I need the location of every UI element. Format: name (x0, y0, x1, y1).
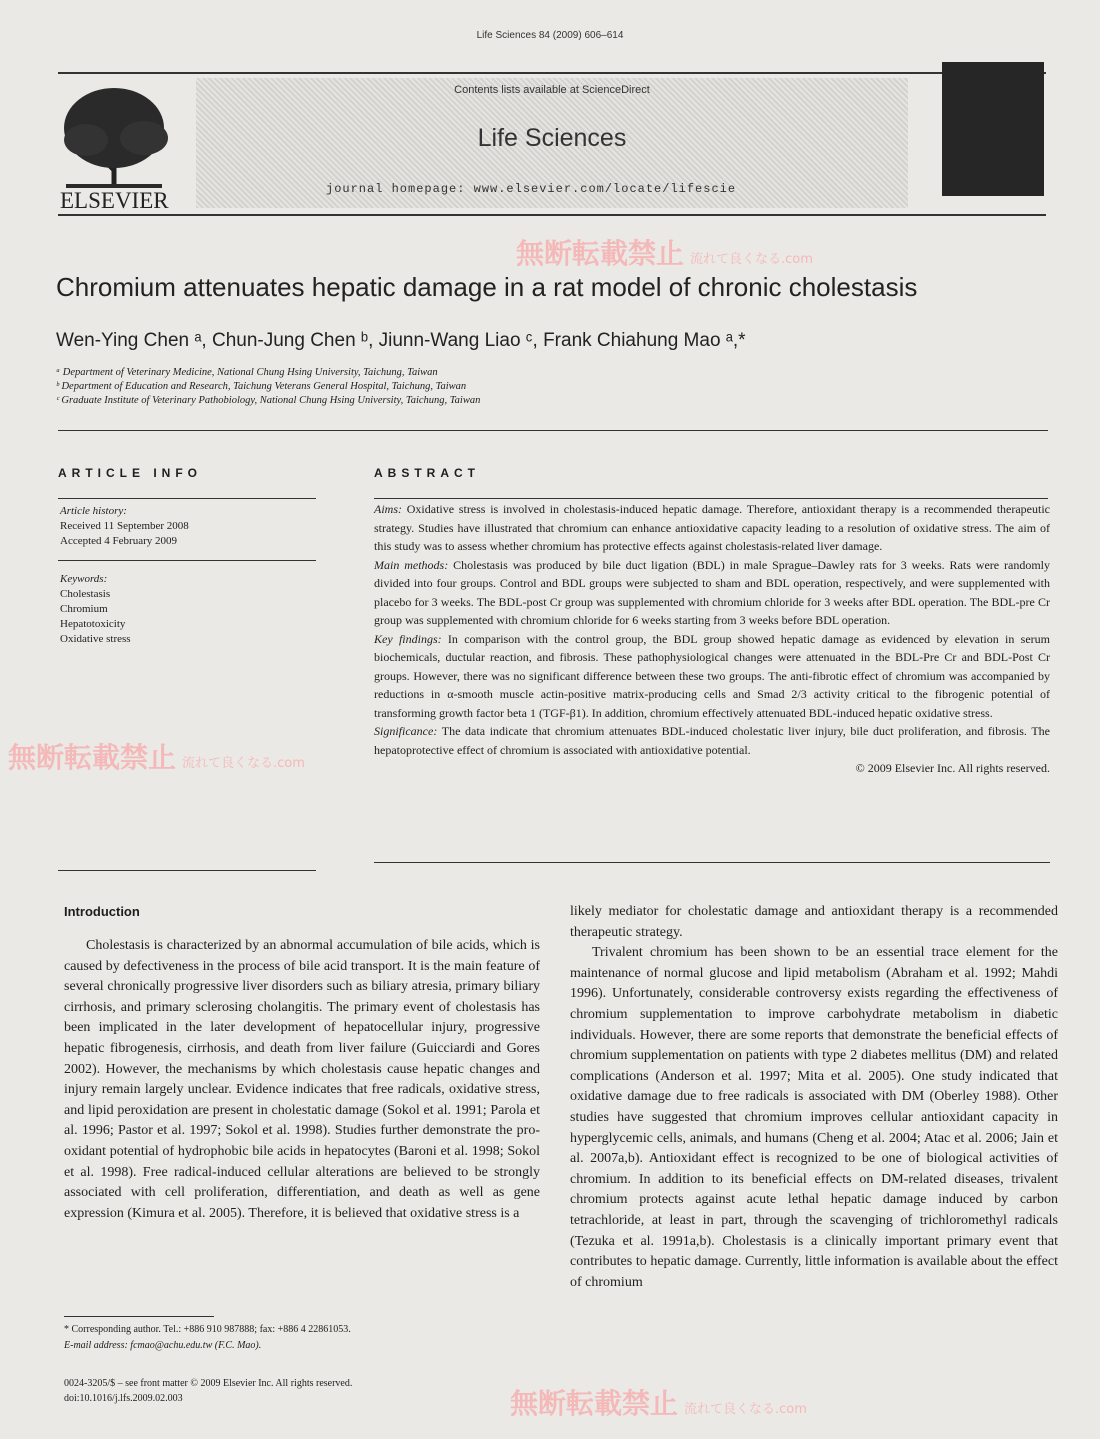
elsevier-wordmark: ELSEVIER (60, 188, 169, 210)
received-date: Received 11 September 2008 (60, 520, 189, 532)
significance-label: Significance: (374, 724, 438, 738)
corresponding-author: * Corresponding author. Tel.: +886 910 987888; fax: +886 4 22861053. (64, 1324, 351, 1335)
methods-label: Main methods: (374, 557, 449, 572)
intro-paragraph: Cholestasis is characterized by an abnormal accumulation of bile acids, which is caused by defectiveness in the process of bile acid transport. It is the main feature of several chronically progressive liver disorders such as biliary atresia, primary biliary cirrhosis, and primary sclerosing cholangitis. The primary event of cholestasis has been implicated in the later development of hepatocellular injury, progressive hepatic fibrogenesis, cirrhosis, and death from liver failure (Guicciardi and Gores 2002). However, the mechanisms by which cholestasis cause hepatic changes and injury remain largely unclear. Evidence indicates that free radicals, oxidative stress, and lipid peroxidation are present in cholestatic damage (Sokol et al. 1991; Parola et al. 1996; Pastor et al. 1997; Sokol et al. 1998). Studies further demonstrate the pro-oxidant potential of hydrophobic bile acids in hepatocytes (Baroni et al. 1998; Sokol et al. 1998). Free radical-induced cellular alterations are believed to be strongly associated with cell proliferation, differentiation, and death as well as gene expression (Kimura et al. 2005). Therefore, it is believed that oxidative stress is a (64, 938, 540, 1221)
contents-availability: Contents lists available at ScienceDirect (454, 84, 650, 96)
watermark-text: 無断転載禁止 (8, 741, 177, 774)
watermark-subtext: 流れて良くなる.com (182, 756, 305, 771)
watermark-subtext: 流れて良くなる.com (684, 1402, 807, 1417)
keywords-block (60, 572, 131, 647)
methods-text: Cholestasis was produced by bile duct ligation (BDL) in male Sprague–Dawley rats for 3 weeks. Rats were randomly divided into four groups. Control and BDL groups were subjected to sham and BDL operation, respectively, and were supplemented with placebo for 3 weeks. The BDL-post Cr group was supplemented with chromium chloride for 3 weeks after BDL operation. The BDL-pre Cr group was supplemented with chromium chloride for 6 weeks starting from 3 weeks before BDL operation. (374, 557, 1051, 627)
info-end-rule (58, 870, 316, 871)
body-column-right (570, 902, 1058, 1293)
findings-label: Key findings: (374, 631, 442, 646)
header-rule-bottom (58, 214, 1046, 216)
intro-paragraph: Trivalent chromium has been shown to be an essential trace element for the maintenance of normal glucose and lipid metabolism (Abraham et al. 1992; Mahdi 1996). Unfortunately, considerable controversy exists regarding the effectiveness of chromium supplementation to improve carbohydrate metabolism in diabetic individuals. However, there are some reports that demonstrate the beneficial effects of chromium supplementation on patients with type 2 diabetes mellitus (DM) and related complications (Anderson et al. 1997; Mita et al. 2005). One study indicated that oxidative damage due to free radicals is associated with DM (Oberley 1988). Other studies have suggested that chromium improves cellular antioxidant capacity in hyperglycemic cells, animals, and humans (Cheng et al. 2004; Atac et al. 2006; Jain et al. 2007a,b). Antioxidant effect is recognized to be one of biological activities of chromium. In addition to its beneficial effects on DM-related diseases, trivalent chromium protects against acute lethal hepatic damage induced by carbon tetrachloride, at least in part, through the scavenging of trichloromethyl radicals (Tezuka et al. 1991a,b). Cholestasis is a clinically important primary event that contributes to hepatic damage. Currently, little information is available about the effect of chromium (570, 945, 1058, 1290)
bottom-matter (64, 1376, 352, 1406)
article-info-rule (58, 498, 316, 499)
watermark-subtext: 流れて良くなる.com (690, 252, 813, 267)
keyword-item: Oxidative stress (60, 633, 131, 645)
title-rule (58, 430, 1048, 431)
journal-reference: Life Sciences 84 (2009) 606–614 (476, 30, 624, 41)
keyword-item: Cholestasis (60, 588, 111, 600)
watermark-text: 無断転載禁止 (516, 237, 685, 270)
abstract-end-rule (374, 862, 1050, 863)
author-list: Wen-Ying Chen ᵃ, Chun-Jung Chen ᵇ, Jiunn-Wang Liao ᶜ, Frank Chiahung Mao ᵃ,* (56, 330, 746, 351)
body-column-left (64, 936, 540, 1224)
keyword-item: Hepatotoxicity (60, 618, 126, 630)
elsevier-logo (56, 80, 176, 210)
article-history (60, 504, 189, 549)
article-title: Chromium attenuates hepatic damage in a rat model of chronic cholestasis (56, 272, 918, 302)
accepted-date: Accepted 4 February 2009 (60, 535, 177, 547)
abstract-significance (374, 722, 1050, 759)
watermark-top (516, 232, 813, 272)
issn-line: 0024-3205/$ – see front matter © 2009 Elsevier Inc. All rights reserved. (64, 1378, 353, 1389)
watermark-text: 無断転載禁止 (510, 1387, 679, 1420)
abstract-methods (374, 556, 1050, 630)
affiliation-c: ᶜ Graduate Institute of Veterinary Pathobiology, National Chung Hsing University, Taichung, Taiwan (56, 395, 481, 406)
journal-banner (196, 78, 908, 208)
affiliation-a: ᵃ Department of Veterinary Medicine, National Chung Hsing University, Taichung, Taiwan (56, 367, 438, 378)
abstract-findings (374, 630, 1050, 723)
journal-homepage: journal homepage: www.elsevier.com/locate/lifescie (326, 182, 737, 196)
intro-paragraph-continued: likely mediator for cholestatic damage and antioxidant therapy is a recommended therapeutic strategy. (570, 904, 1058, 940)
findings-text: In comparison with the control group, the BDL group showed hepatic damage as evidenced by elevation in serum biochemicals, ductular reaction, and fibrosis. These pathophysiological changes were attenuated in the BDL-Pre Cr and BDL-Post Cr groups. However, there was no significant difference between these two groups. The anti-fibrotic effect of chromium was accompanied by reductions in α-smooth muscle actin-positive matrix-producing cells and Smad 2/3 activity critical to the fibrogenic potential of transforming growth factor beta 1 (TGF-β1). In addition, chromium effectively attenuated BDL-induced hepatic oxidative stress. (374, 631, 1050, 720)
keywords-rule (58, 560, 316, 561)
abstract-body (374, 500, 1050, 778)
abstract-aims (374, 500, 1050, 556)
significance-text: The data indicate that chromium attenuates BDL-induced cholestatic liver injury, bile duct proliferation, and fibrosis. The hepatoprotective effect of chromium is associated with antioxidative potential. (374, 724, 1050, 757)
introduction-heading: Introduction (64, 904, 140, 919)
keywords-label: Keywords: (60, 573, 108, 585)
header-rule-top (58, 72, 1046, 74)
history-label: Article history: (60, 505, 127, 517)
author-email: E-mail address: fcmao@achu.edu.tw (F.C. Mao). (64, 1340, 262, 1351)
watermark-bottom (510, 1382, 807, 1422)
aims-label: Aims: (374, 502, 402, 516)
aims-text: Oxidative stress is involved in cholestasis-induced hepatic damage. Therefore, antioxidant therapy is a recommended therapeutic strategy. Studies have illustrated that chromium can enhance antioxidative capacity leading to a resolution of oxidative stress. The aim of this study was to assess whether chromium has protective effects against cholestasis-related liver damage. (374, 502, 1051, 553)
affiliations (56, 366, 480, 408)
article-info-heading: ARTICLE INFO (58, 466, 202, 480)
footnote (64, 1322, 351, 1354)
keyword-item: Chromium (60, 603, 108, 615)
journal-title: Life Sciences (477, 124, 627, 152)
doi-line: doi:10.1016/j.lfs.2009.02.003 (64, 1393, 183, 1404)
watermark-middle (8, 736, 305, 776)
footnote-rule (64, 1316, 214, 1317)
affiliation-b: ᵇ Department of Education and Research, Taichung Veterans General Hospital, Taichung, Taiwan (56, 381, 467, 392)
abstract-rule (374, 498, 1048, 499)
abstract-heading: ABSTRACT (374, 466, 480, 480)
journal-cover-image (942, 62, 1044, 196)
abstract-copyright: © 2009 Elsevier Inc. All rights reserved. (855, 761, 1050, 775)
